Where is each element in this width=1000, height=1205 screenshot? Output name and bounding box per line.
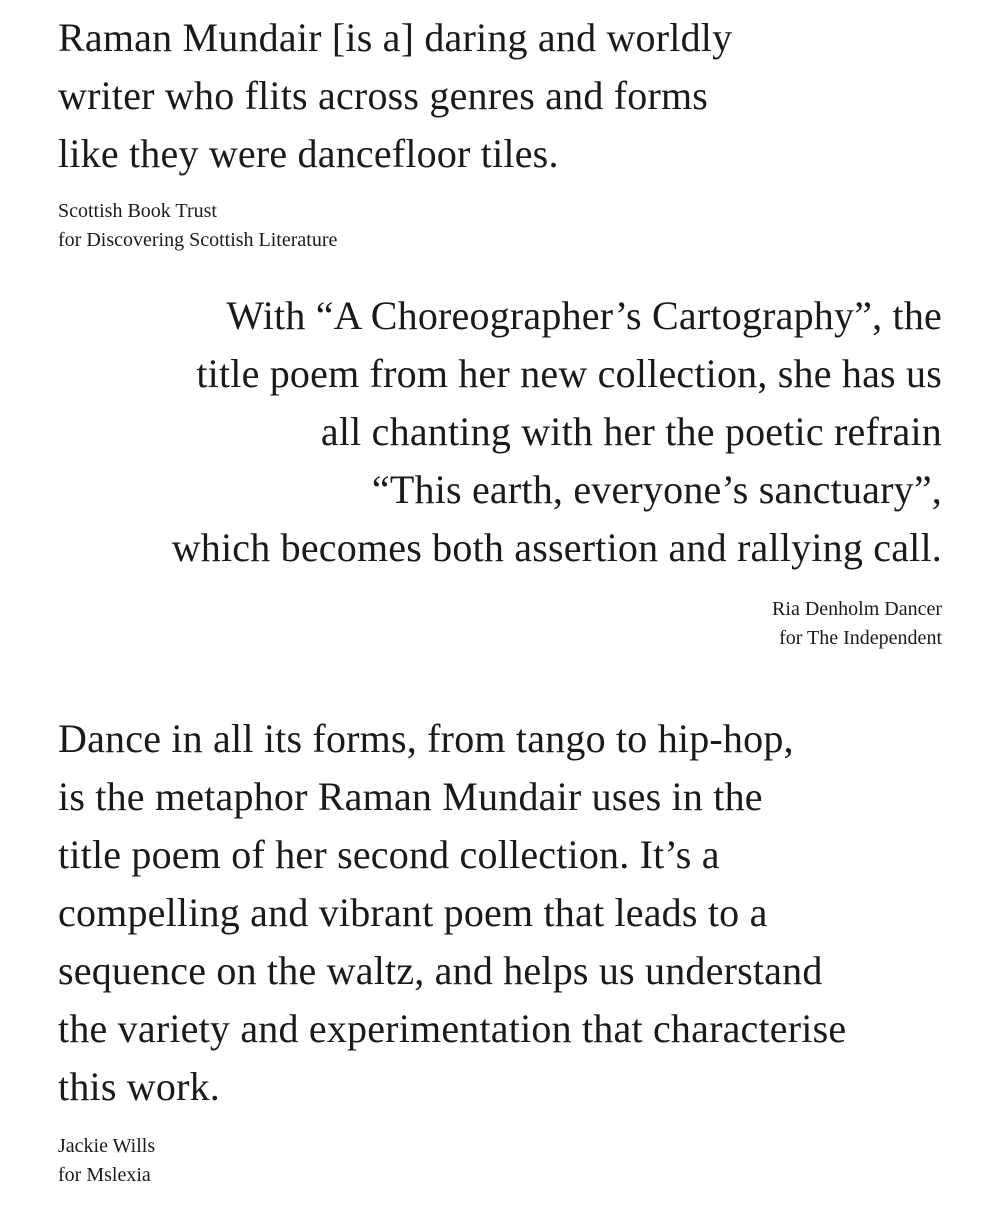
review-quote-scottish-book-trust: [58, 9, 938, 255]
quote-line: like they were dancefloor tiles.: [58, 131, 559, 176]
attribution-source: Scottish Book Trust: [58, 200, 217, 222]
quote-line: “This earth, everyone’s sanctuary”,: [371, 467, 942, 512]
quote-text: [42, 287, 942, 577]
review-quote-the-independent: [42, 287, 942, 653]
quote-line: sequence on the waltz, and helps us understand: [58, 948, 823, 993]
quote-attribution: [42, 595, 942, 653]
quote-line: With “A Choreographer’s Cartography”, the: [226, 293, 942, 338]
quote-attribution: [58, 1132, 978, 1190]
attribution-source: Ria Denholm Dancer: [772, 598, 942, 620]
quote-line: Raman Mundair [is a] daring and worldly: [58, 15, 733, 60]
quote-line: which becomes both assertion and rallying call.: [171, 525, 942, 570]
attribution-publication: for Discovering Scottish Literature: [58, 229, 338, 251]
quote-line: title poem of her second collection. It’s a: [58, 832, 720, 877]
quote-line: the variety and experimentation that characterise: [58, 1006, 847, 1051]
quote-text: [58, 9, 938, 183]
quote-line: compelling and vibrant poem that leads to a: [58, 890, 768, 935]
quote-line: title poem from her new collection, she has us: [196, 351, 942, 396]
attribution-publication: for The Independent: [779, 627, 942, 649]
quote-text: [58, 710, 978, 1116]
quote-line: is the metaphor Raman Mundair uses in the: [58, 774, 763, 819]
review-quote-mslexia: [58, 710, 978, 1190]
attribution-source: Jackie Wills: [58, 1135, 156, 1157]
attribution-publication: for Mslexia: [58, 1164, 151, 1186]
quote-line: Dance in all its forms, from tango to hip-hop,: [58, 716, 794, 761]
quote-attribution: [58, 197, 938, 255]
quote-line: all chanting with her the poetic refrain: [320, 409, 942, 454]
quote-line: this work.: [58, 1064, 220, 1109]
quote-line: writer who flits across genres and forms: [58, 73, 709, 118]
